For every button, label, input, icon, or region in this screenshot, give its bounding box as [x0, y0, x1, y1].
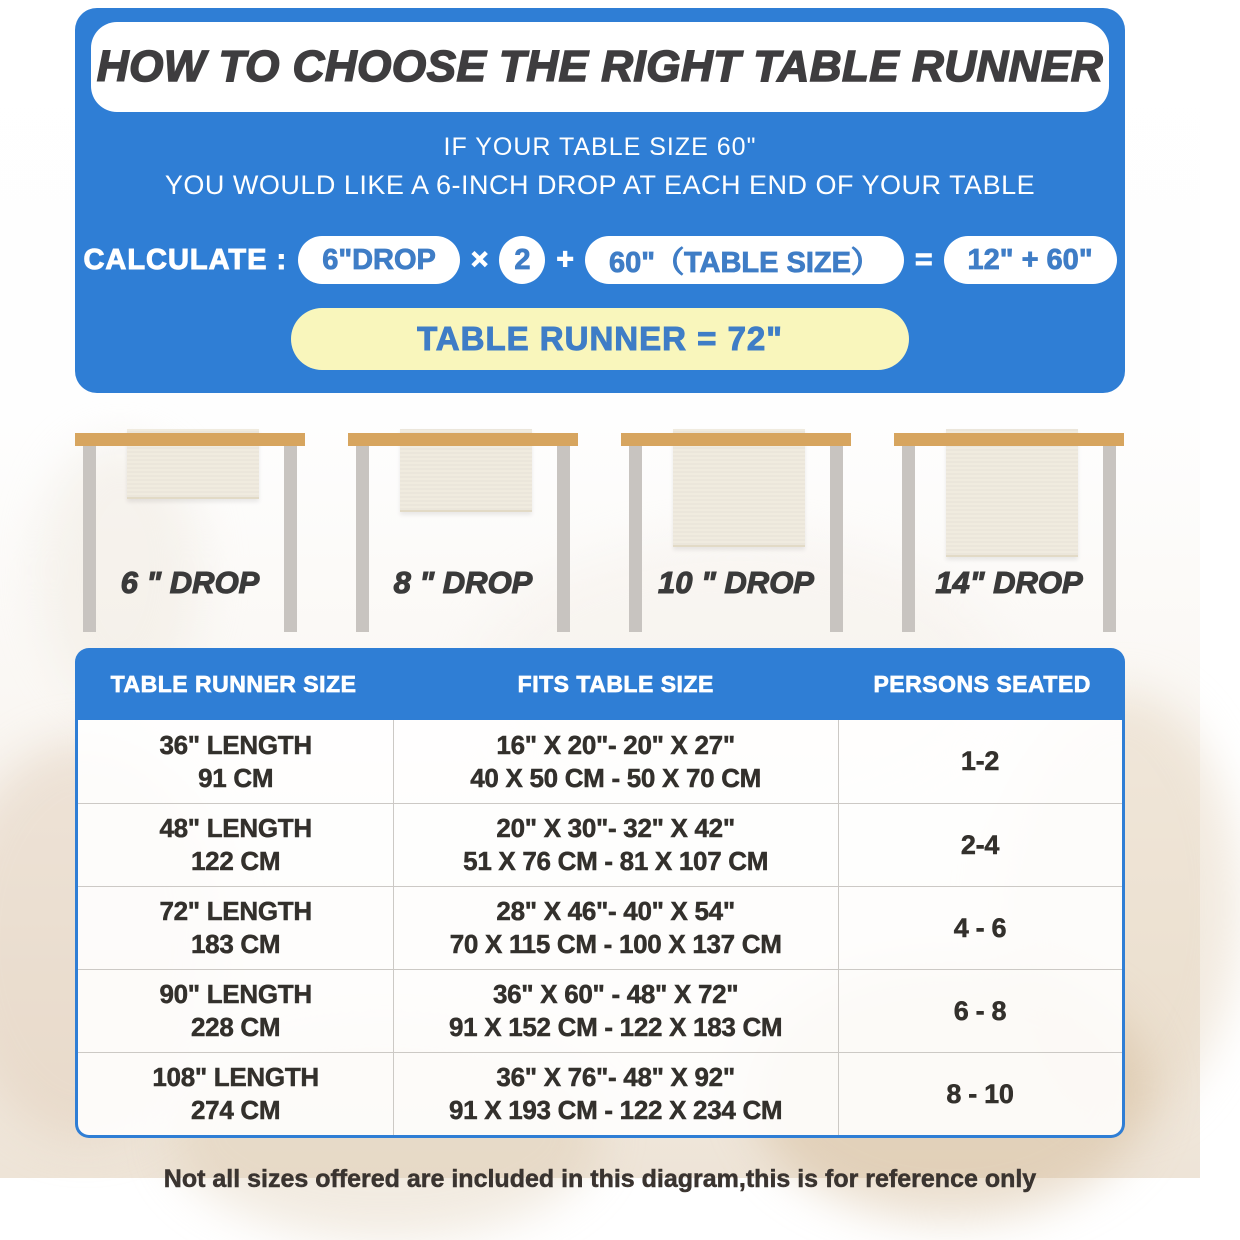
cell-fits: 16" X 20"- 20" X 27" 40 X 50 CM - 50 X 70 CM: [470, 729, 762, 793]
table-row: [78, 720, 1122, 803]
table-demo: [894, 425, 1124, 640]
cell-runner-size: 36" LENGTH 91 CM: [159, 729, 312, 793]
cell-fits: 28" X 46"- 40" X 54" 70 X 115 CM - 100 X 137 CM: [449, 896, 782, 959]
size-chart: [75, 648, 1125, 1138]
table-leg-right: [557, 446, 570, 632]
tabletop: [75, 433, 305, 446]
cell-persons: 2-4: [960, 829, 1000, 860]
tabletop: [348, 433, 578, 446]
tabletop: [894, 433, 1124, 446]
table-row: [78, 886, 1122, 969]
drop-pill: 6"DROP: [298, 236, 460, 284]
cell-persons: 8 - 10: [946, 1078, 1014, 1109]
table-demo: [621, 425, 851, 640]
table-leg-right: [1103, 446, 1116, 632]
cell-fits: 36" X 76"- 48" X 92" 91 X 193 CM - 122 X 234 CM: [449, 1062, 783, 1125]
table-row: [78, 803, 1122, 886]
table-runner-cloth: [673, 429, 805, 547]
tabletop: [621, 433, 851, 446]
cell-runner-size: 72" LENGTH 183 CM: [159, 896, 312, 959]
subtitle-line2: YOU WOULD LIKE A 6-INCH DROP AT EACH END OF YOUR TABLE: [164, 170, 1036, 200]
hero-panel: [75, 8, 1125, 393]
table-leg-left: [83, 446, 96, 632]
size-chart-body: [75, 720, 1125, 1138]
drop-label: 10 " DROP: [658, 565, 814, 600]
calculate-label: CALCULATE :: [83, 243, 288, 276]
cell-runner-size: 48" LENGTH 122 CM: [159, 813, 312, 876]
table-demo: [75, 425, 305, 640]
cell-persons: 6 - 8: [953, 995, 1007, 1026]
column-header-persons: PERSONS SEATED: [873, 670, 1091, 697]
table-leg-left: [356, 446, 369, 632]
table-row: [78, 969, 1122, 1052]
cell-fits: 20" X 30"- 32" X 42" 51 X 76 CM - 81 X 107 CM: [463, 813, 769, 876]
column-header-fits: FITS TABLE SIZE: [517, 670, 714, 697]
column-header-runner-size: TABLE RUNNER SIZE: [110, 670, 357, 697]
cell-runner-size: 108" LENGTH 274 CM: [152, 1062, 319, 1125]
table-leg-left: [902, 446, 915, 632]
size-chart-header: [75, 648, 1125, 720]
multiplier-pill: 2: [499, 236, 545, 284]
table-leg-right: [830, 446, 843, 632]
table-leg-right: [284, 446, 297, 632]
total-pill: TABLE RUNNER = 72": [291, 308, 909, 370]
multiply-operator: ×: [470, 243, 489, 276]
column-divider: [393, 720, 394, 1135]
table-demo: [348, 425, 578, 640]
subtitle-line1: IF YOUR TABLE SIZE 60": [443, 133, 757, 161]
table-runner-cloth: [946, 429, 1078, 557]
plus-operator: +: [556, 243, 574, 276]
table-size-pill: 60"（TABLE SIZE）: [585, 236, 904, 284]
cell-fits: 36" X 60" - 48" X 72" 91 X 152 CM - 122 X 183 CM: [449, 979, 783, 1042]
result-pill: 12" + 60": [944, 236, 1117, 284]
table-row: [78, 1052, 1122, 1135]
drop-label: 8 " DROP: [393, 565, 533, 600]
drop-examples: [0, 425, 1200, 640]
title-banner: [91, 22, 1109, 112]
equals-operator: =: [914, 243, 933, 276]
column-divider: [838, 720, 839, 1135]
table-leg-left: [629, 446, 642, 632]
cell-runner-size: 90" LENGTH 228 CM: [159, 979, 312, 1042]
calculate-row: [83, 236, 1116, 284]
page-title: HOW TO CHOOSE THE RIGHT TABLE RUNNER: [96, 42, 1104, 91]
reference-note: Not all sizes offered are included in this diagram,this is for reference only: [163, 1165, 1037, 1193]
cell-persons: 1-2: [960, 746, 1000, 776]
drop-label: 6 " DROP: [120, 565, 260, 600]
drop-label: 14" DROP: [935, 565, 1083, 600]
cell-persons: 4 - 6: [953, 912, 1007, 943]
